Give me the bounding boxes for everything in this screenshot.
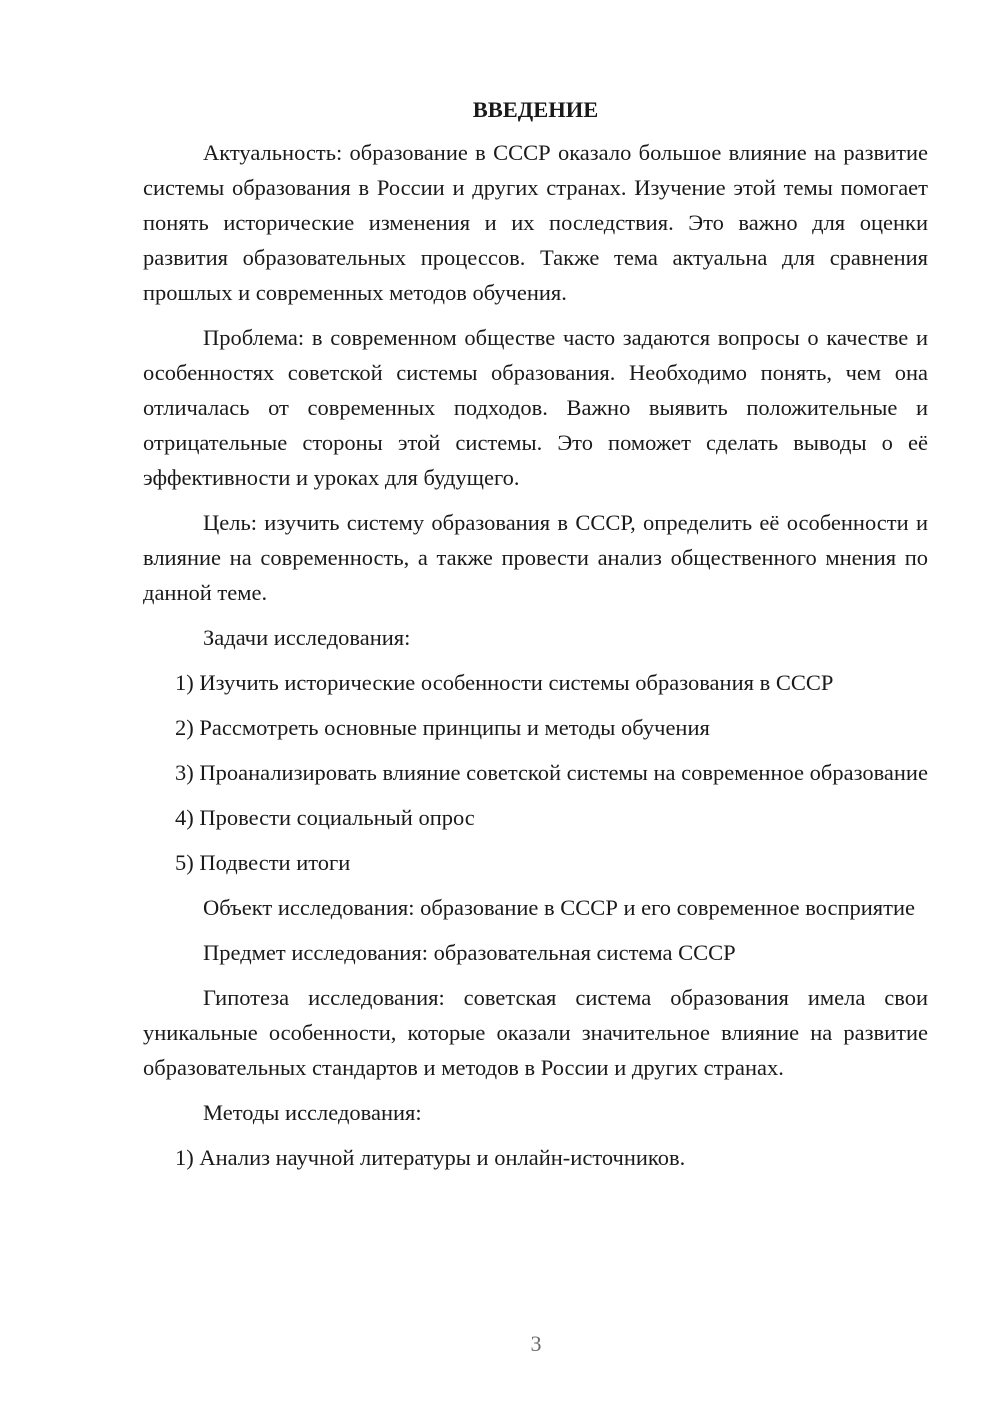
paragraph-object: Объект исследования: образование в СССР и его современное восприятие: [203, 895, 916, 920]
task-item-4: 4) Провести социальный опрос: [175, 805, 475, 830]
task-item-1: 1) Изучить исторические особенности системы образования в СССР: [175, 670, 834, 695]
section-heading: ВВЕДЕНИЕ: [472, 97, 599, 122]
task-item-3: 3) Проанализировать влияние советской системы на современное образование: [175, 760, 928, 785]
task-item-2: 2) Рассмотреть основные принципы и методы обучения: [175, 715, 710, 740]
paragraph-goal: Цель: изучить систему образования в СССР, определить её особенности и влияние на современность, а также провести анализ общественного мнения по данной теме.: [143, 510, 928, 605]
method-item-1: 1) Анализ научной литературы и онлайн-источников.: [175, 1145, 686, 1170]
page-number: 3: [530, 1331, 542, 1356]
paragraph-problem: Проблема: в современном обществе часто задаются вопросы о качестве и особенностях советской системы образования. Необходимо понять, чем она отличалась от современных подходов. Важно выявить положительные и отрицательные стороны этой системы. Это поможет сделать выводы о её эффективности и уроках для будущего.: [143, 325, 928, 490]
task-item-5: 5) Подвести итоги: [175, 850, 351, 875]
paragraph-methods-heading: Методы исследования:: [203, 1100, 422, 1125]
document-page: [143, 92, 928, 1185]
paragraph-relevance: Актуальность: образование в СССР оказало большое влияние на развитие системы образования в России и других странах. Изучение этой темы помогает понять исторические изменения и их последствия. Это важно для оценки развития образовательных процессов. Также тема актуальна для сравнения прошлых и современных методов обучения.: [143, 140, 928, 305]
paragraph-hypothesis: Гипотеза исследования: советская система образования имела свои уникальные особенности, которые оказали значительное влияние на развитие образовательных стандартов и методов в России и других странах.: [143, 985, 928, 1080]
paragraph-tasks-heading: Задачи исследования:: [203, 625, 411, 650]
paragraph-subject: Предмет исследования: образовательная система СССР: [203, 940, 736, 965]
